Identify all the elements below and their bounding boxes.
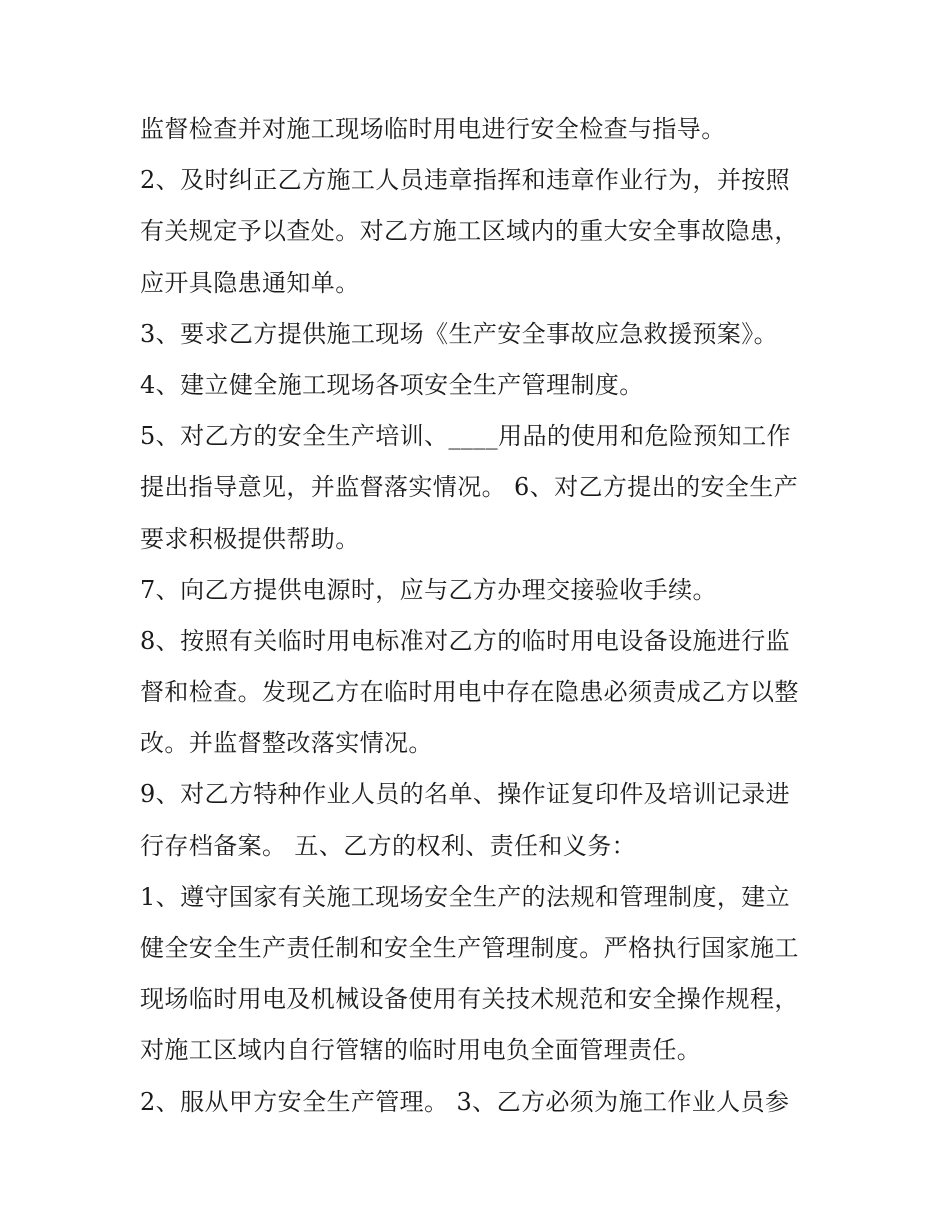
document-body (140, 104, 830, 1128)
text-line: 1、遵守国家有关施工现场安全生产的法规和管理制度，建立 (140, 882, 791, 911)
text-line: 改。并监督整改落实情况。 (140, 729, 433, 758)
text-line: 有关规定予以查处。对乙方施工区域内的重大安全事故隐患， (140, 217, 799, 246)
text-line: 行存档备案。 五、乙方的权利、责任和义务： (140, 831, 637, 860)
text-line: 健全安全生产责任制和安全生产管理制度。严格执行国家施工 (140, 934, 799, 962)
text-line: 提出指导意见，并监督落实情况。 6、对乙方提出的安全生产 (140, 473, 799, 502)
text-line: 对施工区域内自行管辖的临时用电负全面管理责任。 (140, 1036, 702, 1065)
text-line: 2、服从甲方安全生产管理。 3、乙方必须为施工作业人员参 (140, 1087, 790, 1116)
text-line: 现场临时用电及机械设备使用有关技术规范和安全操作规程， (140, 985, 799, 1014)
text-line: 2、及时纠正乙方施工人员违章指挥和违章作业行为，并按照 (140, 166, 791, 195)
text-line: 3、要求乙方提供施工现场《生产安全事故应急救援预案》。 (140, 319, 779, 348)
text-line: 监督检查并对施工现场临时用电进行安全检查与指导。 (140, 115, 726, 143)
text-line: 8、按照有关临时用电标准对乙方的临时用电设备设施进行监 (140, 626, 791, 655)
text-line: 应开具隐患通知单。 (140, 268, 360, 297)
text-line: 要求积极提供帮助。 (140, 524, 360, 553)
text-line: 9、对乙方特种作业人员的名单、操作证复印件及培训记录进 (140, 780, 791, 809)
text-line: 4、建立健全施工现场各项安全生产管理制度。 (140, 370, 644, 399)
text-line: 5、对乙方的安全生产培训、____用品的使用和危险预知工作 (140, 422, 791, 451)
text-line: 7、向乙方提供电源时，应与乙方办理交接验收手续。 (140, 575, 717, 604)
text-line: 督和检查。发现乙方在临时用电中存在隐患必须责成乙方以整 (140, 678, 799, 707)
